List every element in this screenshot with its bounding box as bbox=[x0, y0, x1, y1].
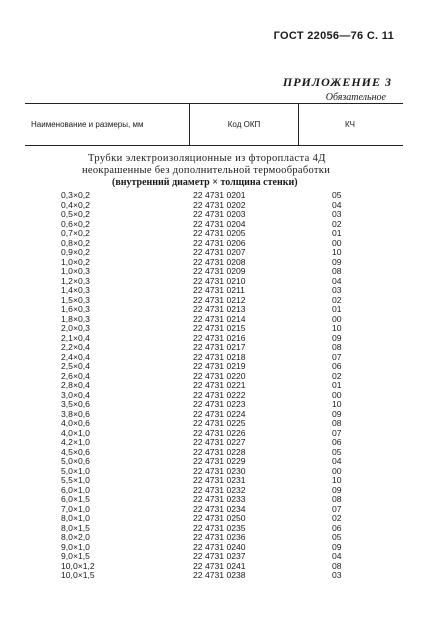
cc-cell: 07 bbox=[332, 503, 342, 514]
cc-cell: 04 bbox=[332, 551, 342, 561]
size-cell: 8,0×1,5 bbox=[61, 522, 90, 533]
size-cell: 8,0×1,0 bbox=[61, 513, 90, 523]
size-cell: 6,0×1,5 bbox=[61, 494, 90, 504]
code-cell: 22 4731 0230 bbox=[193, 465, 246, 476]
cc-cell: 03 bbox=[332, 285, 342, 295]
code-cell: 22 4731 0211 bbox=[193, 285, 245, 295]
size-cell: 3,8×0,6 bbox=[61, 408, 90, 419]
code-cell: 22 4731 0206 bbox=[193, 237, 246, 248]
size-cell: 10,0×1,5 bbox=[61, 570, 95, 580]
cc-cell: 06 bbox=[332, 361, 342, 371]
code-cell: 22 4731 0234 bbox=[193, 503, 246, 514]
size-cell: 9,0×1,5 bbox=[61, 551, 90, 561]
cc-cell: 03 bbox=[332, 209, 342, 219]
cc-cell: 09 bbox=[332, 541, 342, 552]
size-cell: 9,0×1,0 bbox=[61, 541, 90, 552]
code-cell: 22 4731 0215 bbox=[193, 323, 246, 333]
cc-cell: 08 bbox=[332, 342, 342, 352]
size-cell: 5,0×1,0 bbox=[61, 465, 90, 476]
size-cell: 0,8×0,2 bbox=[61, 237, 90, 248]
appendix-title: ПРИЛОЖЕНИЕ 3 bbox=[282, 75, 392, 89]
cc-cell: 02 bbox=[332, 513, 342, 523]
size-cell: 4,5×0,6 bbox=[61, 446, 90, 457]
cc-cell: 04 bbox=[332, 456, 342, 466]
cc-cell: 00 bbox=[332, 465, 342, 476]
code-cell: 22 4731 0226 bbox=[193, 427, 246, 438]
code-cell: 22 4731 0209 bbox=[193, 266, 246, 276]
size-cell: 1,2×0,3 bbox=[61, 275, 90, 286]
size-cell: 0,9×0,2 bbox=[61, 247, 90, 257]
cc-cell: 04 bbox=[332, 199, 342, 210]
code-cell: 22 4731 0240 bbox=[193, 541, 246, 552]
code-cell: 22 4731 0221 bbox=[193, 380, 246, 390]
cc-cell: 05 bbox=[332, 532, 342, 542]
size-cell: 6,0×1,0 bbox=[61, 484, 90, 495]
cc-cell: 08 bbox=[332, 494, 342, 504]
size-cell: 10,0×1,2 bbox=[61, 560, 95, 571]
size-cell: 1,5×0,3 bbox=[61, 294, 90, 305]
size-cell: 1,6×0,3 bbox=[61, 304, 90, 314]
cc-cell: 00 bbox=[332, 389, 342, 400]
code-cell: 22 4731 0218 bbox=[193, 351, 246, 362]
code-cell: 22 4731 0238 bbox=[193, 570, 246, 580]
cc-cell: 09 bbox=[332, 484, 342, 495]
cc-cell: 01 bbox=[332, 304, 342, 314]
size-cell: 4,0×0,6 bbox=[61, 418, 90, 428]
column-header-cc: КЧ bbox=[345, 120, 355, 129]
cc-cell: 07 bbox=[332, 351, 342, 362]
size-cell: 4,2×1,0 bbox=[61, 437, 90, 447]
code-cell: 22 4731 0216 bbox=[193, 332, 246, 343]
cc-cell: 08 bbox=[332, 560, 342, 571]
code-cell: 22 4731 0227 bbox=[193, 437, 246, 447]
size-cell: 2,8×0,4 bbox=[61, 380, 90, 390]
cc-cell: 00 bbox=[332, 313, 342, 324]
size-cell: 1,4×0,3 bbox=[61, 285, 90, 295]
size-cell: 0,7×0,2 bbox=[61, 228, 90, 238]
size-cell: 2,0×0,3 bbox=[61, 323, 90, 333]
code-cell: 22 4731 0213 bbox=[193, 304, 246, 314]
size-cell: 0,4×0,2 bbox=[61, 199, 90, 210]
code-cell: 22 4731 0203 bbox=[193, 209, 246, 219]
table-header bbox=[25, 103, 403, 146]
size-cell: 1,8×0,3 bbox=[61, 313, 90, 324]
code-cell: 22 4731 0204 bbox=[193, 218, 246, 229]
code-cell: 22 4731 0210 bbox=[193, 275, 246, 286]
cc-cell: 02 bbox=[332, 294, 342, 305]
size-cell: 0,3×0,2 bbox=[61, 190, 90, 200]
size-cell: 1,0×0,2 bbox=[61, 256, 90, 267]
table-title-line-1: Трубки электроизоляционные из фторопласта 4Д bbox=[88, 153, 326, 164]
cc-cell: 02 bbox=[332, 218, 342, 229]
code-cell: 22 4731 0217 bbox=[193, 342, 246, 352]
size-cell: 2,6×0,4 bbox=[61, 370, 90, 381]
size-cell: 5,5×1,0 bbox=[61, 475, 90, 485]
size-cell: 7,0×1,0 bbox=[61, 503, 90, 514]
cc-cell: 09 bbox=[332, 332, 342, 343]
code-cell: 22 4731 0236 bbox=[193, 532, 246, 542]
cc-cell: 05 bbox=[332, 446, 342, 457]
code-cell: 22 4731 0241 bbox=[193, 560, 246, 571]
size-cell: 2,1×0,4 bbox=[61, 332, 90, 343]
cc-cell: 09 bbox=[332, 408, 342, 419]
cc-cell: 02 bbox=[332, 370, 342, 381]
code-cell: 22 4731 0231 bbox=[193, 475, 246, 485]
size-cell: 2,4×0,4 bbox=[61, 351, 90, 362]
table-row bbox=[0, 571, 422, 581]
size-cell: 0,6×0,2 bbox=[61, 218, 90, 229]
cc-cell: 06 bbox=[332, 522, 342, 533]
cc-cell: 00 bbox=[332, 237, 342, 248]
cc-cell: 06 bbox=[332, 437, 342, 447]
size-cell: 3,5×0,6 bbox=[61, 399, 90, 409]
cc-cell: 04 bbox=[332, 275, 342, 286]
column-header-code: Код ОКП bbox=[189, 104, 299, 145]
size-cell: 0,5×0,2 bbox=[61, 209, 90, 219]
code-cell: 22 4731 0228 bbox=[193, 446, 246, 457]
cc-cell: 01 bbox=[332, 228, 342, 238]
cc-cell: 10 bbox=[332, 475, 342, 485]
code-cell: 22 4731 0220 bbox=[193, 370, 246, 381]
size-cell: 8,0×2,0 bbox=[61, 532, 90, 542]
cc-cell: 07 bbox=[332, 427, 342, 438]
code-cell: 22 4731 0202 bbox=[193, 199, 246, 210]
code-cell: 22 4731 0205 bbox=[193, 228, 246, 238]
size-cell: 5,0×0,6 bbox=[61, 456, 90, 466]
cc-cell: 01 bbox=[332, 380, 342, 390]
code-cell: 22 4731 0223 bbox=[193, 399, 246, 409]
code-cell: 22 4731 0237 bbox=[193, 551, 246, 561]
table-body bbox=[0, 191, 422, 581]
cc-cell: 08 bbox=[332, 266, 342, 276]
code-cell: 22 4731 0214 bbox=[193, 313, 246, 324]
size-cell: 3,0×0,4 bbox=[61, 389, 90, 400]
code-cell: 22 4731 0207 bbox=[193, 247, 246, 257]
table-title-line-3: (внутренний диаметр × толщина стенки) bbox=[112, 177, 298, 188]
table-title-line-2: неокрашенные без дополнительной термообработки bbox=[82, 165, 331, 176]
code-cell: 22 4731 0235 bbox=[193, 522, 246, 533]
code-cell: 22 4731 0222 bbox=[193, 389, 246, 400]
column-header-name: Наименование и размеры, мм bbox=[31, 120, 144, 129]
appendix-subtitle: Обязательное bbox=[325, 92, 386, 103]
page-header: ГОСТ 22056—76 С. 11 bbox=[273, 30, 394, 42]
size-cell: 2,2×0,4 bbox=[61, 342, 90, 352]
size-cell: 4,0×1,0 bbox=[61, 427, 90, 438]
code-cell: 22 4731 0212 bbox=[193, 294, 246, 305]
code-cell: 22 4731 0224 bbox=[193, 408, 246, 419]
code-cell: 22 4731 0219 bbox=[193, 361, 246, 371]
code-cell: 22 4731 0229 bbox=[193, 456, 246, 466]
cc-cell: 10 bbox=[332, 323, 342, 333]
code-cell: 22 4731 0208 bbox=[193, 256, 246, 267]
cc-cell: 10 bbox=[332, 247, 342, 257]
cc-cell: 08 bbox=[332, 418, 342, 428]
code-cell: 22 4731 0250 bbox=[193, 513, 246, 523]
cc-cell: 05 bbox=[332, 190, 342, 200]
cc-cell: 10 bbox=[332, 399, 342, 409]
code-cell: 22 4731 0233 bbox=[193, 494, 246, 504]
cc-cell: 03 bbox=[332, 570, 342, 580]
size-cell: 2,5×0,4 bbox=[61, 361, 90, 371]
code-cell: 22 4731 0232 bbox=[193, 484, 246, 495]
size-cell: 1,0×0,3 bbox=[61, 266, 90, 276]
code-cell: 22 4731 0225 bbox=[193, 418, 246, 428]
cc-cell: 09 bbox=[332, 256, 342, 267]
code-cell: 22 4731 0201 bbox=[193, 190, 246, 200]
